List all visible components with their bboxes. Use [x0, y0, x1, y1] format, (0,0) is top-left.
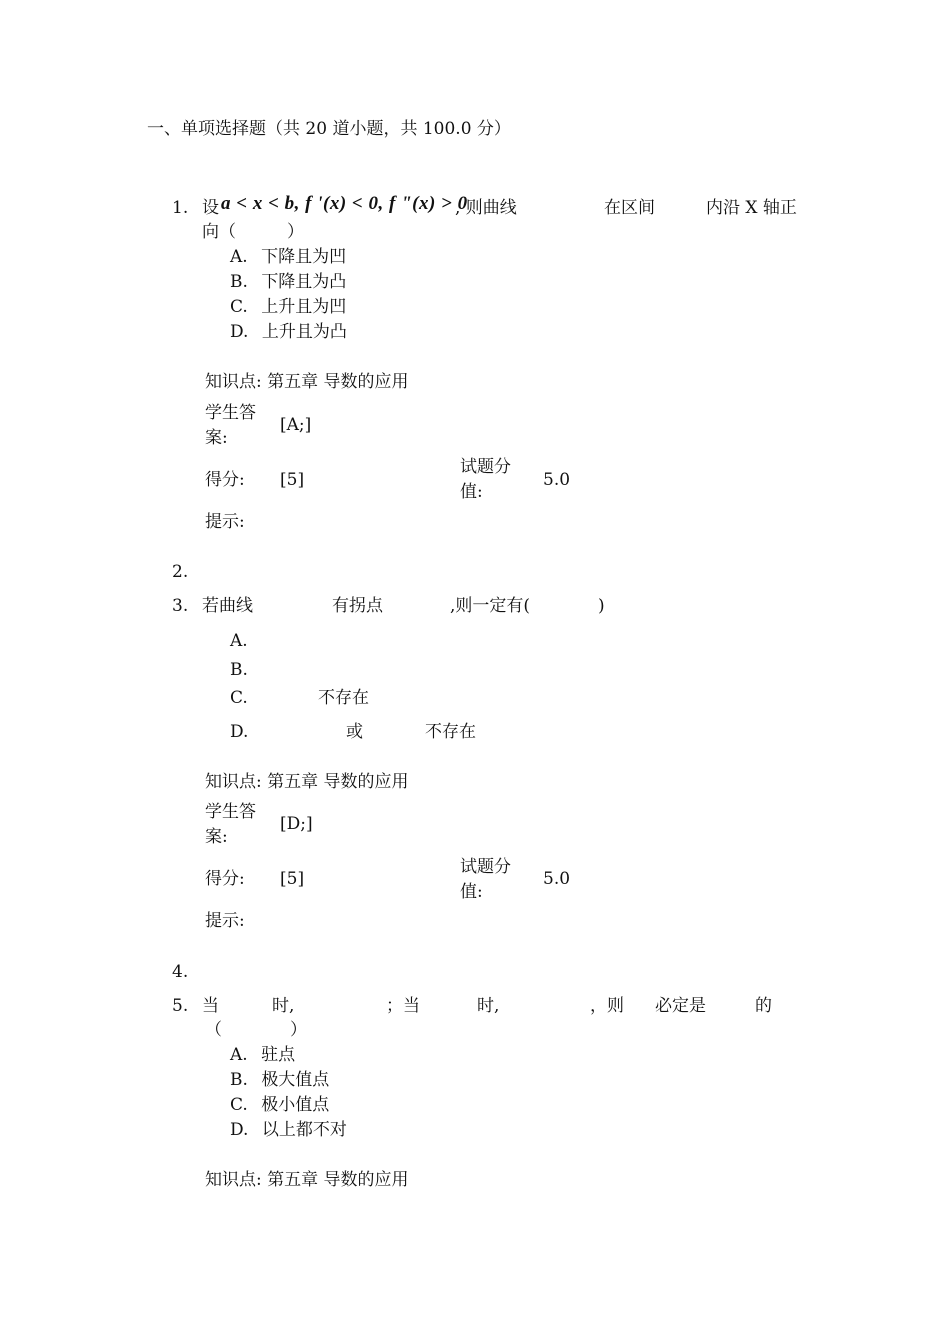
hint-label: 提示: — [205, 512, 245, 532]
knowledge-point — [205, 370, 409, 394]
option-text: 下降且为凹 — [261, 247, 347, 267]
option-letter: A. — [230, 1045, 248, 1065]
question-number: 4. — [172, 962, 189, 982]
knowledge-value: 第五章 导数的应用 — [267, 772, 409, 792]
score-label: 得分: — [205, 470, 245, 490]
answer-label: 学生答 — [205, 802, 256, 822]
question-stem-text: 若曲线 — [202, 596, 253, 616]
section-title: 一、单项选择题（共 20 道小题，共 100.0 分） — [147, 119, 511, 139]
question-number: 5. — [172, 996, 189, 1016]
knowledge-value: 第五章 导数的应用 — [267, 1170, 409, 1190]
option-text: 极小值点 — [261, 1095, 330, 1115]
question-stem-prefix: 设 — [202, 198, 219, 218]
option-b — [230, 1068, 329, 1092]
question-stem-text: 必定是 — [655, 996, 706, 1016]
option-text: 上升且为凸 — [261, 322, 347, 342]
option-d — [230, 720, 248, 744]
option-letter: C. — [230, 297, 248, 317]
option-text: 不存在 — [318, 688, 369, 708]
option-text: 极大值点 — [261, 1070, 330, 1090]
question-value-label: 值: — [460, 882, 483, 902]
question-value: 5.0 — [543, 470, 571, 490]
question-number: 1. — [172, 198, 189, 218]
question-number: 3. — [172, 596, 189, 616]
question-stem-text: ,则一定有( ) — [450, 596, 605, 616]
option-a — [230, 629, 248, 653]
answer-label: 学生答 — [205, 403, 256, 423]
option-letter: B. — [230, 272, 248, 292]
option-d — [230, 320, 347, 344]
option-letter: D. — [230, 1120, 249, 1140]
option-text: 驻点 — [261, 1045, 296, 1065]
option-a — [230, 1043, 295, 1067]
knowledge-value: 第五章 导数的应用 — [267, 372, 409, 392]
option-letter: A. — [230, 631, 248, 651]
answer-label: 案: — [205, 827, 228, 847]
option-letter: A. — [230, 247, 248, 267]
option-text: 上升且为凹 — [261, 297, 347, 317]
question-stem-text: , 则曲线 — [455, 198, 517, 218]
question-stem-text: ，则 — [590, 996, 624, 1016]
option-b — [230, 658, 248, 682]
option-text: 下降且为凸 — [261, 272, 347, 292]
score-value: [5] — [280, 470, 305, 490]
knowledge-point — [205, 770, 409, 794]
option-c — [230, 1093, 329, 1117]
knowledge-label: 知识点: — [205, 372, 262, 392]
knowledge-label: 知识点: — [205, 1170, 262, 1190]
knowledge-point — [205, 1168, 409, 1192]
question-stem-text: 当 — [202, 996, 219, 1016]
question-stem-text: 有拐点 — [332, 596, 383, 616]
option-letter: B. — [230, 1070, 248, 1090]
question-stem-line2: 向（ ） — [202, 222, 304, 242]
question-value-label: 试题分 — [460, 857, 511, 877]
answer-value: [A;] — [280, 415, 312, 435]
question-stem-text: 的 — [755, 996, 772, 1016]
option-letter: D. — [230, 722, 249, 742]
question-stem-formula: a < x < b, f '(x) < 0, f "(x) > 0 — [221, 193, 468, 214]
question-number: 2. — [172, 562, 189, 582]
option-text: 不存在 — [425, 722, 476, 742]
question-stem-text: ；当 — [386, 996, 420, 1016]
option-text: 以上都不对 — [261, 1120, 347, 1140]
option-c — [230, 295, 346, 319]
question-stem-text: 在区间 — [604, 198, 655, 218]
option-a — [230, 245, 346, 269]
question-2 — [172, 560, 188, 584]
question-4 — [172, 960, 188, 984]
option-letter: C. — [230, 1095, 248, 1115]
option-letter: B. — [230, 660, 248, 680]
question-stem-text: 时, — [272, 996, 295, 1016]
hint-label: 提示: — [205, 911, 245, 931]
score-value: [5] — [280, 869, 305, 889]
question-value: 5.0 — [543, 869, 571, 889]
score-label: 得分: — [205, 869, 245, 889]
option-d — [230, 1118, 347, 1142]
question-stem-line2: （ ） — [205, 1020, 307, 1040]
answer-label: 案: — [205, 428, 228, 448]
question-stem-text: 时, — [477, 996, 500, 1016]
option-c — [230, 686, 248, 710]
option-letter: C. — [230, 688, 248, 708]
question-value-label: 试题分 — [460, 457, 511, 477]
option-b — [230, 270, 346, 294]
option-letter: D. — [230, 322, 249, 342]
answer-value: [D;] — [280, 814, 313, 834]
question-stem-text: 内沿 X 轴正 — [706, 198, 797, 218]
knowledge-label: 知识点: — [205, 772, 262, 792]
question-value-label: 值: — [460, 482, 483, 502]
option-text: 或 — [346, 722, 363, 742]
